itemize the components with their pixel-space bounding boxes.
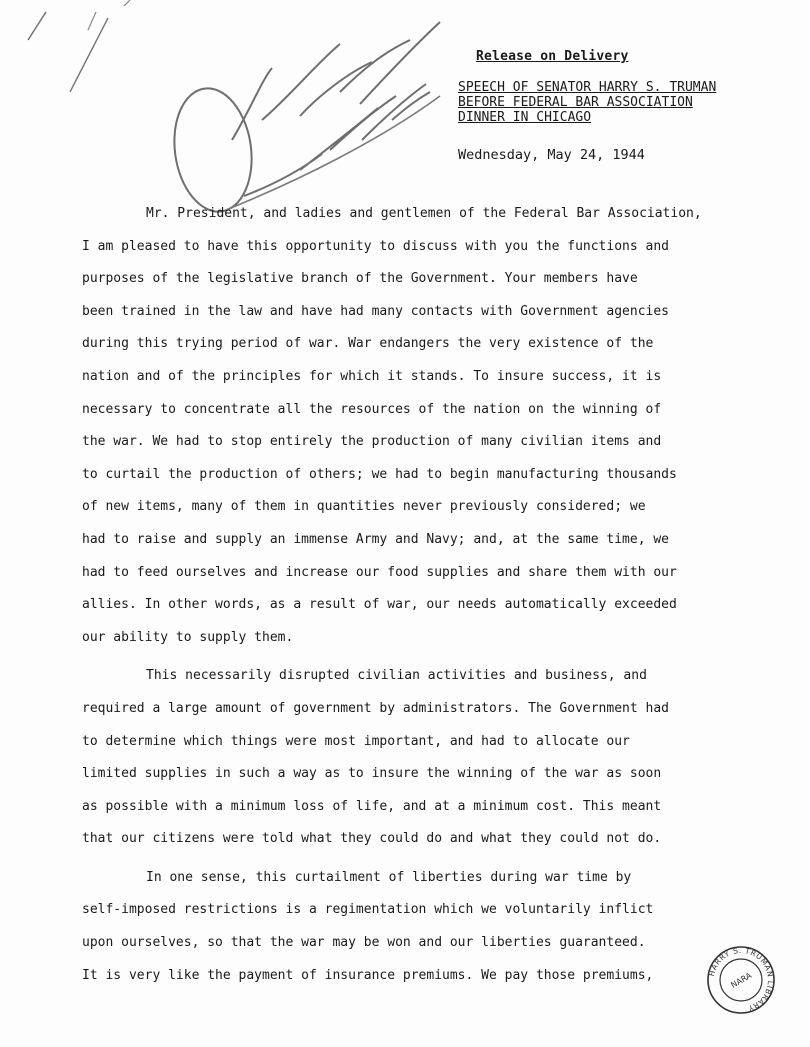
text-line: necessary to concentrate all the resources of the nation on the winning of	[82, 401, 662, 417]
header-block	[458, 48, 798, 164]
pencil-mark	[70, 18, 108, 92]
text-line: nation and of the principles for which it stands. To insure success, it is	[82, 368, 662, 384]
text-line: been trained in the law and have had many contacts with Government agencies	[82, 303, 669, 319]
paragraph-3	[82, 862, 802, 992]
text-line: It is very like the payment of insurance premiums. We pay those premiums,	[82, 967, 654, 983]
text-line: In one sense, this curtailment of liberties during war time by	[146, 869, 632, 885]
release-label: Release on Delivery	[476, 49, 629, 64]
text-line: that our citizens were told what they could do and what they could not do.	[82, 831, 662, 847]
text-line: self-imposed restrictions is a regimentation which we voluntarily inflict	[82, 902, 654, 918]
text-line: during this trying period of war. War endangers the very existence of the	[82, 336, 654, 352]
text-line: the war. We had to stop entirely the production of many civilian items and	[82, 434, 662, 450]
speech-title	[458, 80, 798, 125]
pencil-mark	[28, 12, 46, 40]
text-line: to determine which things were most important, and had to allocate our	[82, 733, 630, 749]
stamp-text: HARRY S. TRUMAN LIBRARY	[707, 945, 776, 1013]
text-line: required a large amount of government by administrators. The Government had	[82, 700, 669, 716]
speech-date: Wednesday, May 24, 1944	[458, 147, 645, 163]
text-line: purposes of the legislative branch of the Government. Your members have	[82, 271, 638, 287]
speech-title-line: SPEECH OF SENATOR HARRY S. TRUMAN	[458, 80, 717, 95]
text-line: Mr. President, and ladies and gentlemen of the Federal Bar Association,	[146, 206, 702, 221]
stamp-center-text: NARA	[729, 970, 754, 990]
speech-body	[82, 198, 802, 992]
pencil-stroke	[244, 84, 430, 196]
text-line: of new items, many of them in quantities never previously considered; we	[82, 499, 646, 515]
pencil-oval	[167, 83, 260, 216]
text-line: This necessarily disrupted civilian activities and business, and	[146, 668, 647, 684]
pencil-stroke	[232, 22, 440, 140]
text-line: limited supplies in such a way as to insure the winning of the war as soon	[82, 766, 662, 782]
pencil-mark	[88, 12, 96, 30]
text-line: had to raise and supply an immense Army and Navy; and, at the same time, we	[82, 531, 669, 547]
pencil-mark	[124, 0, 130, 6]
paragraph-1	[82, 198, 802, 654]
text-line: upon ourselves, so that the war may be won and our liberties guaranteed.	[82, 935, 646, 951]
pencil-underline	[226, 96, 440, 210]
paragraph-2	[82, 660, 802, 856]
speech-title-line: BEFORE FEDERAL BAR ASSOCIATION	[458, 95, 693, 110]
text-line: to curtail the production of others; we had to begin manufacturing thousands	[82, 466, 677, 482]
text-line: as possible with a minimum loss of life, and at a minimum cost. This meant	[82, 798, 662, 814]
speech-title-line: DINNER IN CHICAGO	[458, 110, 592, 125]
text-line: allies. In other words, as a result of war, our needs automatically exceeded	[82, 597, 677, 613]
text-line: had to feed ourselves and increase our food supplies and share them with our	[82, 564, 677, 580]
text-line: our ability to supply them.	[82, 629, 294, 645]
text-line: I am pleased to have this opportunity to discuss with you the functions and	[82, 238, 669, 254]
library-stamp	[705, 944, 777, 1016]
handwritten-note: ORIGINAL DRAFT	[0, 0, 9, 1]
